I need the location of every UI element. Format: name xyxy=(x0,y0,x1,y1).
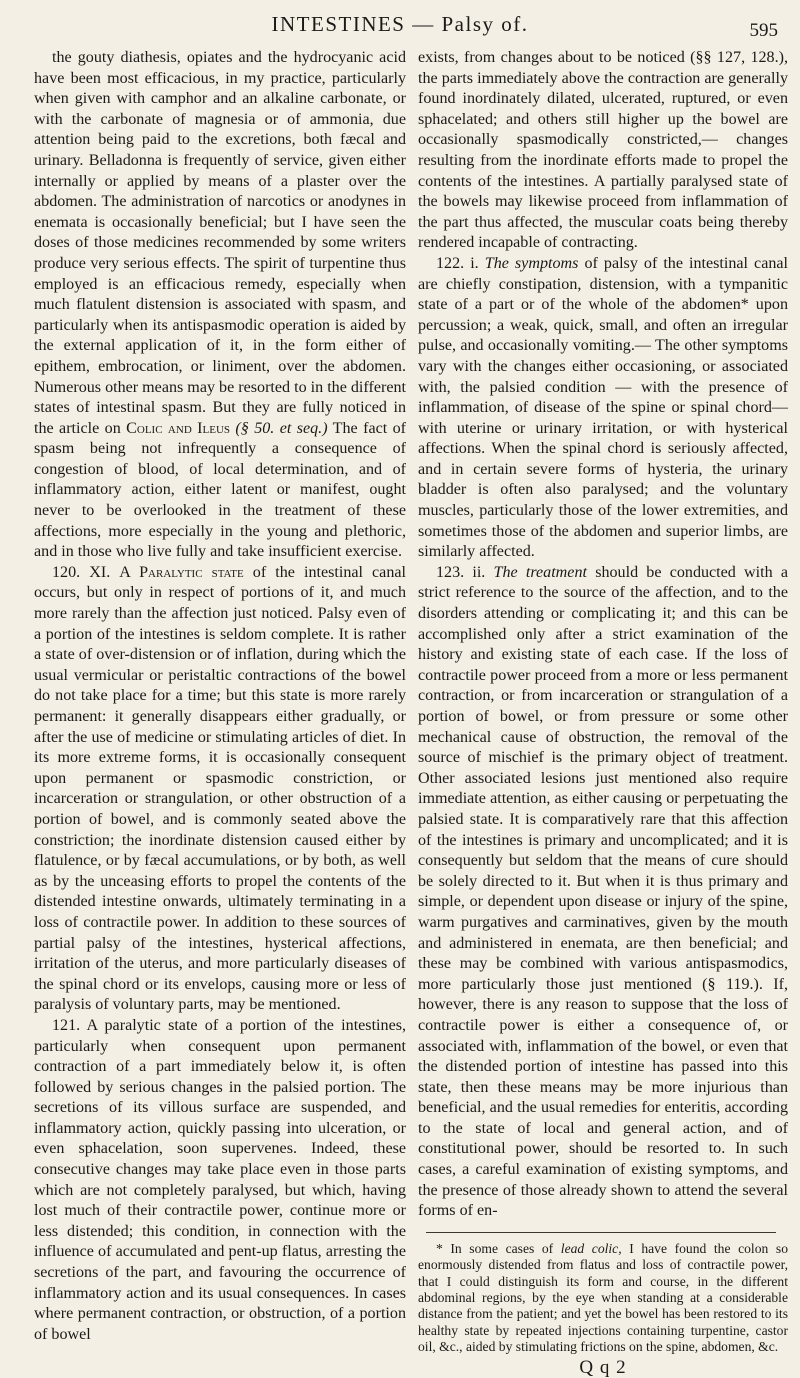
paragraph-text: of the intestinal canal occurs, but only in respect of portions of it, and much more rarely than the affection just noticed. Palsy even of a portion of the intestines is seldom complete. It is rather a state of over-distension or of inflation, during which the usual vermicular or peristaltic contractions of the bowel do not take place for a time; but this state is more rarely permanent: it generally disappears either gradually, or after the use of medicine or stimulating articles of diet. In its more extreme forms, it is occasionally consequent upon permanent or spasmodic constriction, or incarceration or strangulation, or other obstruction of a portion of bowel, and is commonly seated above the constriction; the inordinate distension caused either by flatulence, or by fæcal accumulations, or by both, as well as by the unceasing efforts to propel the contents of the distended intestine onwards, ultimately terminating in a loss of contractile power. In addition to these sources of partial palsy of the intestines, hysterical affections, irritation of the uterus, and more particularly diseases of the spinal chord or its envelops, causing more or less of paralysis of voluntary parts, may be mentioned. xyxy=(34,563,406,1014)
footnote-text: I have found the colon so enormously distended from flatus and loss of contractile power, that I could distinguish its form and course, in the different abdominal regions, by the eye when standing at a considerable distance from the patient; and yet the bowel has been restored to its healthy state by repeated injections containing turpentine, castor oil, &c., aided by stimulating frictions on the spine, abdomen, &c. xyxy=(418,1240,788,1355)
signature-mark: Q q 2 xyxy=(579,1356,627,1378)
running-title: INTESTINES — Palsy of. xyxy=(271,12,529,36)
section-heading: A Paralytic state xyxy=(119,563,244,581)
paragraph-text: the gouty diathesis, opiates and the hydrocyanic acid have been most efficacious, in my practice, particularly when given with camphor and an alkaline carbonate, or with the carbonate of magnesia or of ammonia, due attention being paid to the excretions, both fæcal and urinary. Belladonna is frequently of service, given either internally or applied by means of a plaster over the abdomen. The administration of narcotics or anodynes in enemata is occasionally beneficial; but I have seen the doses of those medicines recommended by some writers produce very serious effects. The spirit of turpentine thus employed is an efficacious remedy, especially when much flatulent distension is associated with spasm, and particularly when its antispasmodic operation is aided by the external application of it, in the form either of epithem, embrocation, or liniment, over the abdomen. Numerous other means may be resorted to in the different states of intestinal spasm. But they are fully noticed in the article on xyxy=(34,49,406,437)
section-number: 120. XI. xyxy=(52,563,111,581)
section-number: 123. ii. xyxy=(436,563,486,581)
paragraph-120 xyxy=(34,563,406,1016)
paragraph-spasm-treatment xyxy=(34,48,406,563)
left-column xyxy=(34,48,406,1345)
section-number: 122. i. xyxy=(436,254,479,272)
page-number: 595 xyxy=(749,20,778,41)
right-column xyxy=(418,48,788,1378)
paragraph-text: of palsy of the intestinal canal are chiefly constipation, distension, with a tympanitic state of a part or of the whole of the abdomen* upon percussion; a weak, quick, small, and often an irregular pulse, and occasionally vomiting.— The other symptoms vary with the changes either occasioning, or associated with, the palsied condition — with the presence of inflammation, of disease of the spine or spinal chord— with uterine or urinary irritation, or with hysterical affections. When the spinal chord is seriously affected, and in certain severe forms of hysteria, the urinary bladder is often also paralysed; and the voluntary muscles, particularly those of the lower extremities, and sometimes those of the abdomen and superior limbs, are similarly affected. xyxy=(418,254,789,561)
paragraph-text: should be conducted with a strict reference to the source of the affection, and to the disorders attending or complicating it; and this can be accomplished only after a strict examination of the history and existing state of each case. If the loss of contractile power proceed from a more or less permanent contraction, or from incarceration or strangulation of a portion of bowel, or from pressure or some other mechanical cause of obstruction, the removal of the source of mischief is the primary object of treatment. Other associated lesions just mentioned also require immediate attention, as either causing or perpetuating the palsied state. It is comparatively rare that this affection of the intestines is primary and uncomplicated; and it is consequently but seldom that the means of cure should be solely directed to it. But when it is thus primary and simple, or dependent upon disease or injury of the spine, warm purgatives and carminatives, given by the mouth and administered in enemata, are then beneficial; and these may be combined with various antispasmodics, more particularly those just mentioned (§ 119.). If, however, there is any reason to suppose that the loss of contractile power is either a consequence of, or associated with, inflammation of the bowel, or even that the distended portion of intestine has passed into this state, then these means may be more injurious than beneficial, and the usual remedies for enteritis, according to the state of local and general action, and of constitutional power, should be resorted to. In such cases, a careful examination of existing symptoms, and the presence of those already shown to attend the several forms of en- xyxy=(418,563,788,1220)
paragraph-121: 121. A paralytic state of a portion of the intestines, particularly when consequent upon permanent contraction of a part immediately below it, is often followed by serious changes in the palsied portion. The secretions of its villous surface are suspended, and inflammatory action, quickly passing into ulceration, or even sphacelation, soon supervenes. Indeed, these consecutive changes may take place even in those parts which are not completely paralysed, but which, having lost much of their contractile power, continue more or less distended; this condition, in connection with the influence of accumulated and pent-up flatus, arresting the secretions of the part, and favouring the occurrence of inflammatory action and its usual consequences. In cases where permanent contraction, or obstruction, of a portion of bowel xyxy=(34,1016,406,1343)
paragraph-122 xyxy=(418,254,788,563)
paragraph-text: The fact of spasm being not infrequently a consequence of congestion of blood, of local determination, and of inflammatory action, either latent or manifest, ought never to be overlooked in the treatment of these affections, more especially in the young and plethoric, and in those who live fully and take insufficient exercise. xyxy=(34,419,406,561)
footnote-divider xyxy=(426,1232,776,1233)
section-heading: The treatment xyxy=(493,563,587,581)
footnote xyxy=(418,1241,788,1356)
section-heading: The symptoms xyxy=(484,254,579,272)
page-header xyxy=(0,8,800,40)
footnote-italic: lead colic, xyxy=(560,1240,622,1256)
section-reference: (§ 50. et seq.) xyxy=(235,419,328,437)
paragraph-123 xyxy=(418,563,788,1222)
footnote-lead: * In some cases of xyxy=(436,1240,554,1256)
article-reference: Colic and Ileus xyxy=(126,419,231,437)
paragraph-continuation: exists, from changes about to be noticed (§§ 127, 128.), the parts immediately above the contraction are generally found inordinately dilated, ulcerated, ruptured, or even sphacelated; and others still higher up the bowel are occasionally spasmodically constricted,— changes resulting from the inordinate efforts made to propel the contents of the intestines. A partially paralysed state of the bowels may likewise proceed from inflammation of the part thus affected, the muscular coats being thereby rendered incapable of contracting. xyxy=(418,49,788,252)
